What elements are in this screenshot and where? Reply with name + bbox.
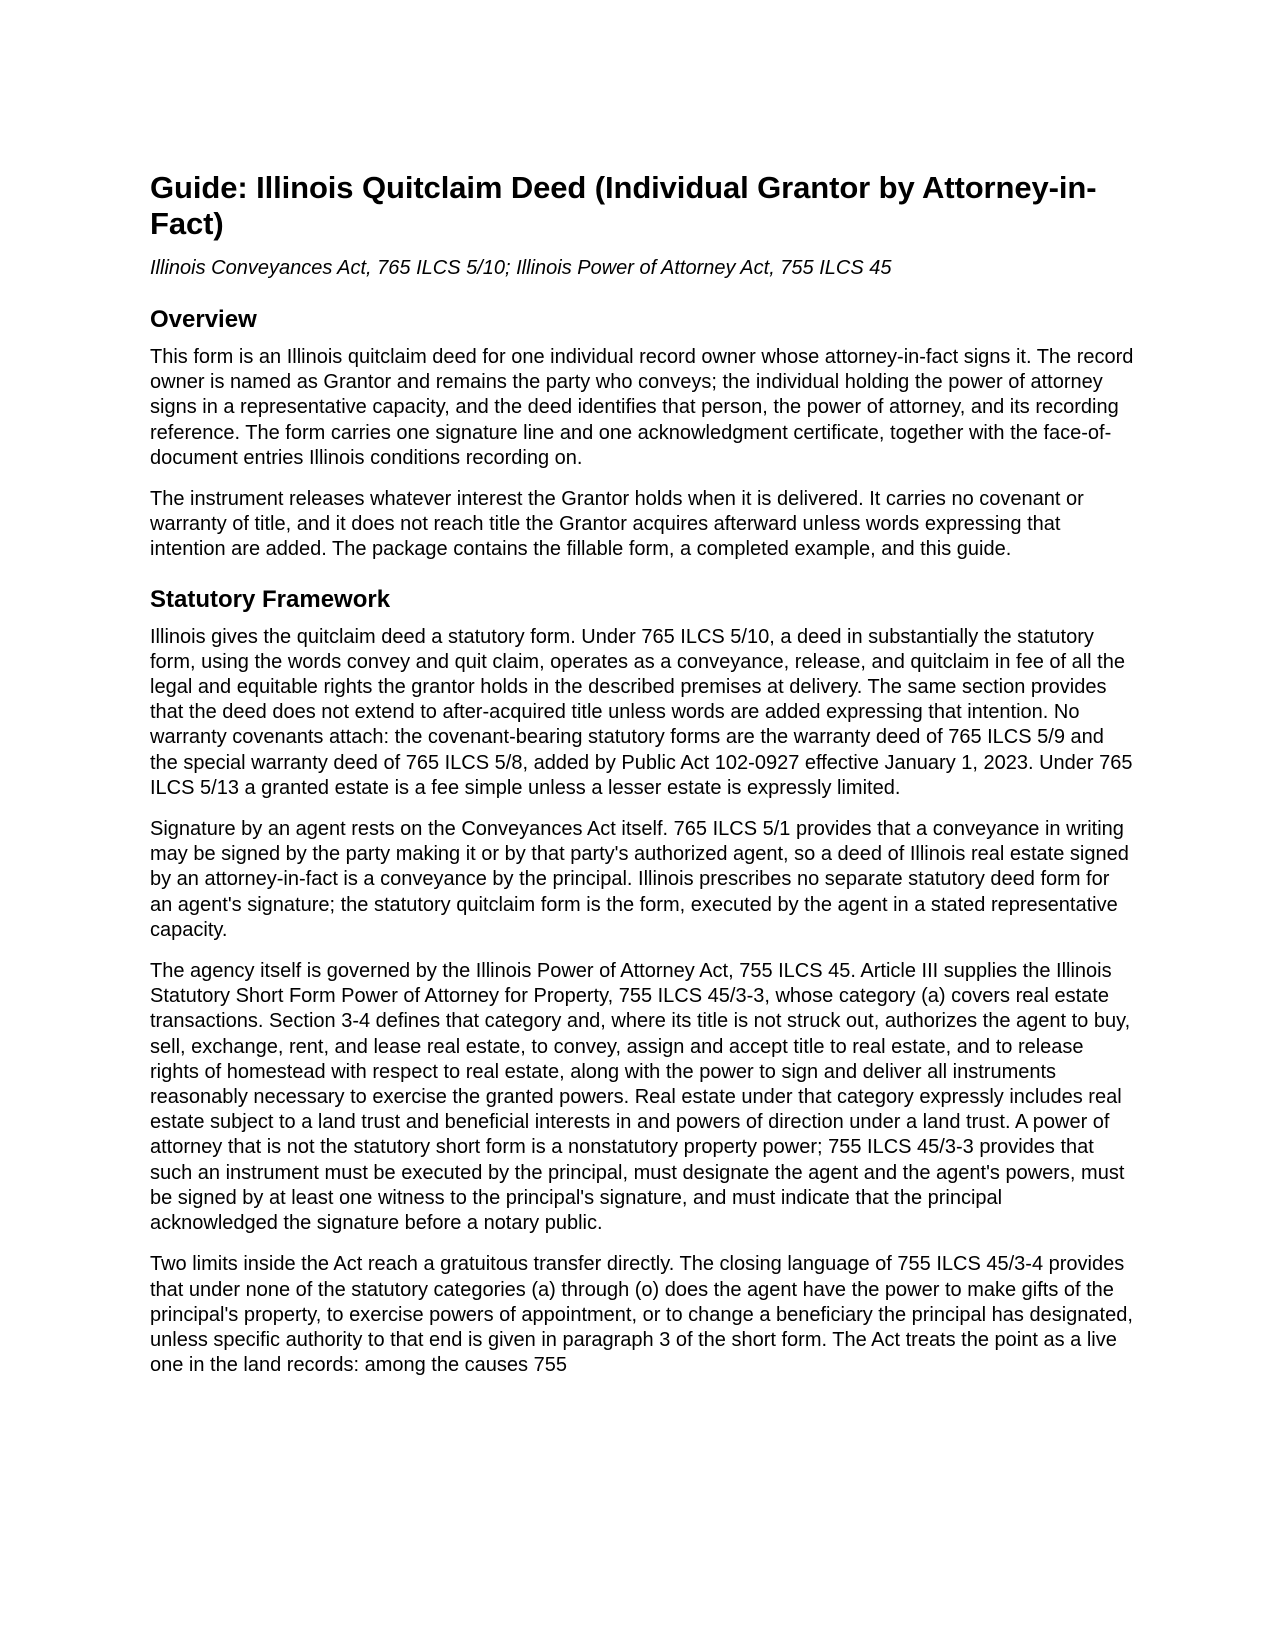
document-title: Guide: Illinois Quitclaim Deed (Individual Grantor by Attorney-in-Fact) xyxy=(150,170,1097,241)
section-heading: Overview xyxy=(150,306,257,333)
paragraph: Illinois gives the quitclaim deed a statutory form. Under 765 ILCS 5/10, a deed in substantially the statutory form, using the words convey and quit claim, operates as a conveyance, release, and quitclaim in fee of all the legal and equitable rights the grantor holds in the described premises at delivery. The same section provides that the deed does not extend to after-acquired title unless words are added expressing that intention. No warranty covenants attach: the covenant-bearing statutory forms are the warranty deed of 765 ILCS 5/9 and the special warranty deed of 765 ILCS 5/8, added by Public Act 102-0927 effective January 1, 2023. Under 765 ILCS 5/13 a granted estate is a fee simple unless a lesser estate is expressly limited. xyxy=(150,625,1133,799)
document-page xyxy=(150,170,1135,1394)
paragraph: The agency itself is governed by the Illinois Power of Attorney Act, 755 ILCS 45. Article III supplies the Illinois Statutory Short Form Power of Attorney for Property, 755 ILCS 45/3-3, whose category (a) covers real estate transactions. Section 3-4 defines that category and, where its title is not struck out, authorizes the agent to buy, sell, exchange, rent, and lease real estate, to convey, assign and accept title to real estate, and to release rights of homestead with respect to real estate, along with the power to sign and deliver all instruments reasonably necessary to exercise the granted powers. Real estate under that category expressly includes real estate subject to a land trust and beneficial interests in and powers of direction under a land trust. A power of attorney that is not the statutory short form is a nonstatutory property power; 755 ILCS 45/3-3 provides that such an instrument must be executed by the principal, must designate the agent and the agent's powers, must be signed by at least one witness to the principal's signature, and must indicate that the principal acknowledged the signature before a notary public. xyxy=(150,960,1131,1235)
section-statutory-framework xyxy=(150,585,1135,1379)
paragraph: This form is an Illinois quitclaim deed for one individual record owner whose attorney-in-fact signs it. The record owner is named as Grantor and remains the party who conveys; the individual holding the power of attorney signs in a representative capacity, and the deed identifies that person, the power of attorney, and its recording reference. The form carries one signature line and one acknowledgment certificate, together with the face-of-document entries Illinois conditions recording on. xyxy=(150,346,1134,469)
paragraph: Signature by an agent rests on the Conveyances Act itself. 765 ILCS 5/1 provides that a conveyance in writing may be signed by the party making it or by that party's authorized agent, so a deed of Illinois real estate signed by an attorney-in-fact is a conveyance by the principal. Illinois prescribes no separate statutory deed form for an agent's signature; the statutory quitclaim form is the form, executed by the agent in a stated representative capacity. xyxy=(150,818,1129,941)
document-subtitle: Illinois Conveyances Act, 765 ILCS 5/10; Illinois Power of Attorney Act, 755 ILCS 45 xyxy=(150,257,892,279)
paragraph: The instrument releases whatever interest the Grantor holds when it is delivered. It carries no covenant or warranty of title, and it does not reach title the Grantor acquires afterward unless words expressing that intention are added. The package contains the fillable form, a completed example, and this guide. xyxy=(150,488,1084,561)
section-heading: Statutory Framework xyxy=(150,585,391,613)
paragraph: Two limits inside the Act reach a gratuitous transfer directly. The closing language of 755 ILCS 45/3-4 provides that under none of the statutory categories (a) through (o) does the agent have the power to make gifts of the principal's property, to exercise powers of appointment, or to change a beneficiary the principal has designated, unless specific authority to that end is given in paragraph 3 of the short form. The Act treats the point as a live one in the land records: among the causes 755 xyxy=(150,1253,1133,1377)
section-overview xyxy=(150,305,1135,563)
